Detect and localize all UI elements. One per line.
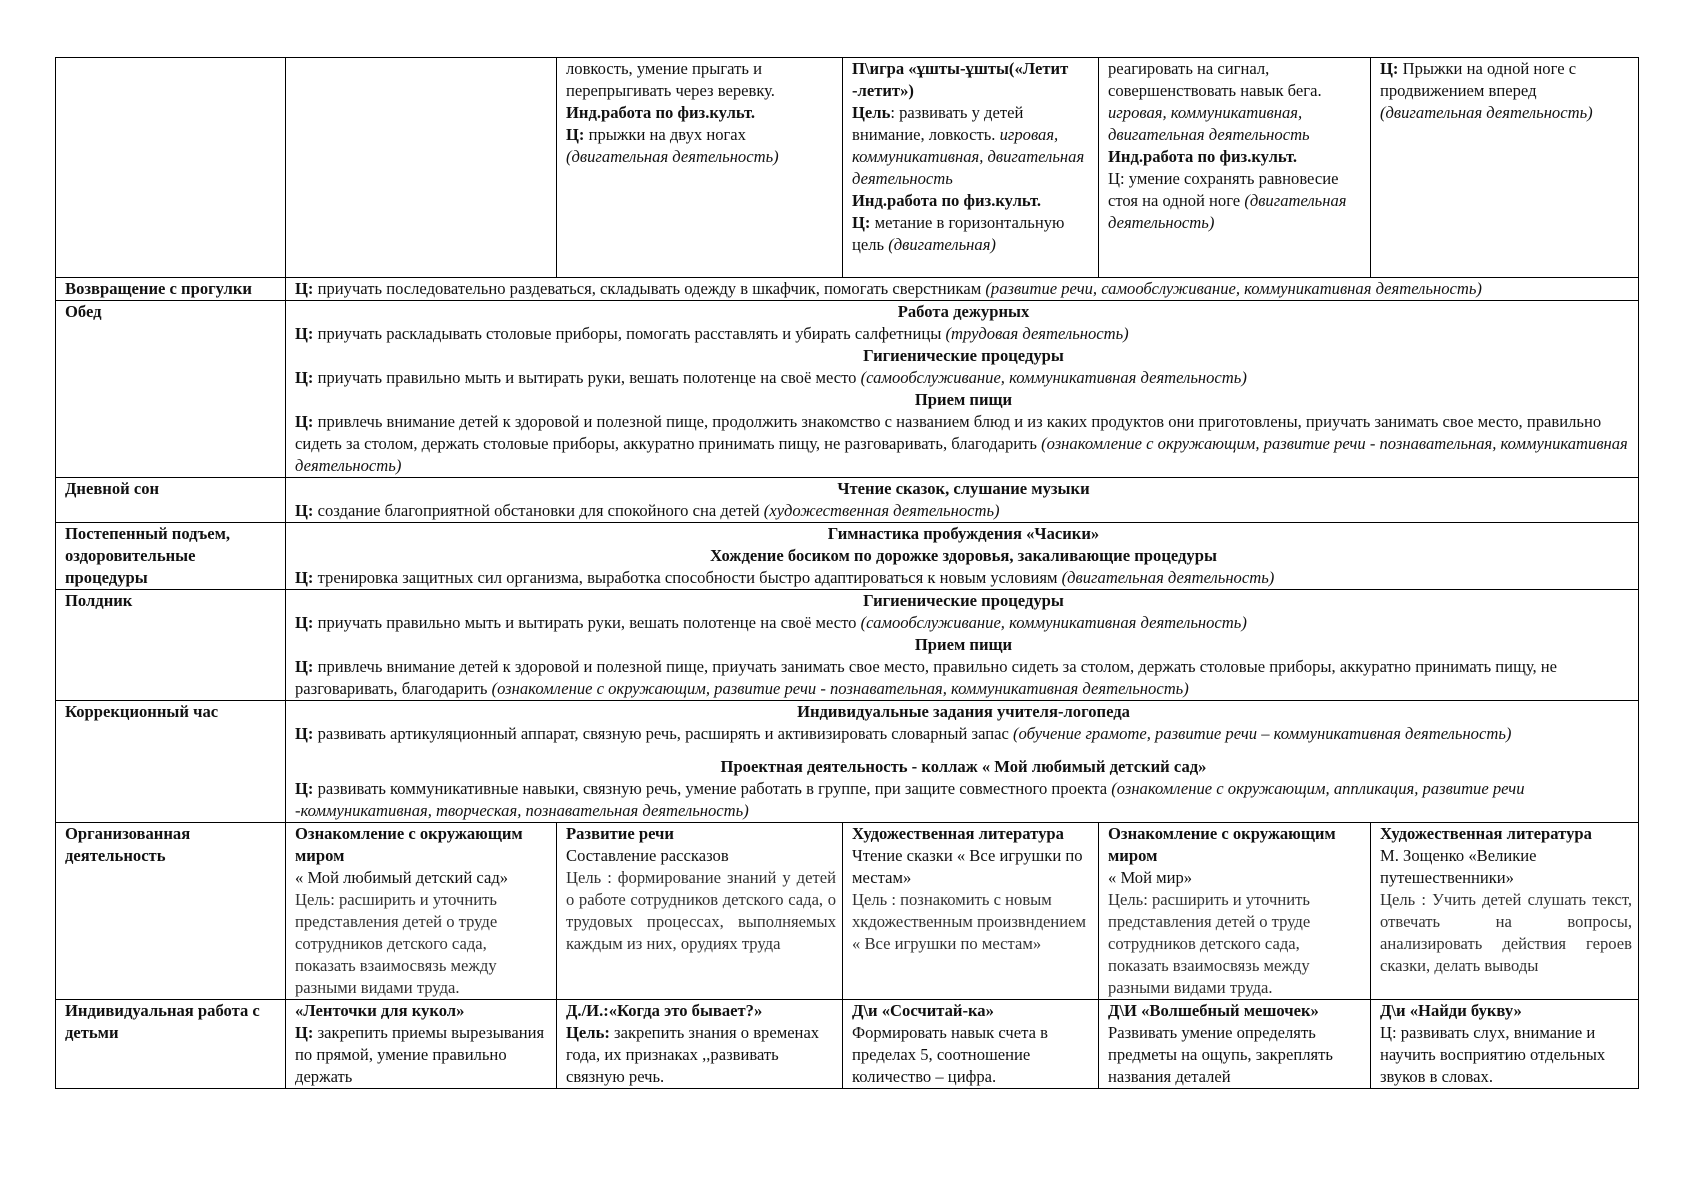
organized-cell-5: Художественная литература М. Зощенко «Великие путешественники» Цель : Учить детей слушать текст, отвечать на вопросы, анализировать действия героев сказки, делать выводы <box>1371 823 1639 1000</box>
lunch-content: Работа дежурных Ц: приучать раскладывать столовые приборы, помогать расставлять и убирать салфетницы (трудовая деятельность) Гигиенические процедуры Ц: приучать правильно мыть и вытирать руки, вешать полотенце на своё место (самообслуживание, коммуникативная деятельность) Прием пищи Ц: привлечь внимание детей к здоровой и полезной пище, продолжить знакомство с названием блюд и из каких продуктов они приготовлены, приучать занимать свое место, правильно сидеть за столом, держать столовые приборы, аккуратно принимать пищу, не разговаривать, благодарить (ознакомление с окружающим, развитие речи - познавательная, коммуникативная деятельность) <box>286 301 1639 478</box>
individual-cell-5: Д\и «Найди букву» Ц: развивать слух, внимание и научить восприятию отдельных звуков в словах. <box>1371 1000 1639 1089</box>
empty-cell <box>286 58 557 278</box>
daily-plan-table <box>55 57 1639 1089</box>
walk-cell-4: П\игра «ұшты-ұшты(«Летит -летит») Цель: развивать у детей внимание, ловкость. игровая, коммуникативная, двигательная деятельность Инд.работа по физ.культ. Ц: метание в горизонтальную цель (двигательная) <box>843 58 1099 278</box>
organized-cell-3: Художественная литература Чтение сказки « Все игрушки по местам» Цель : познакомить с новым хкдожественным произвндением « Все игрушки по местам» <box>843 823 1099 1000</box>
row-label: Индивидуальная работа с детьми <box>56 1000 286 1089</box>
row-label: Обед <box>56 301 286 478</box>
section-heading: Индивидуальные задания учителя-логопеда <box>797 702 1130 721</box>
nap-row <box>56 478 1639 523</box>
individual-cell-2: Д./И.:«Когда это бывает?» Цель: закрепить знания о временах года, их признаках ,,развивать связную речь. <box>557 1000 843 1089</box>
organized-cell-1: Ознакомление с окружающим миром « Мой любимый детский сад» Цель: расширить и уточнить представления детей о труде сотрудников детского сада, показать взаимосвязь между разными видами труда. <box>286 823 557 1000</box>
row-label: Возвращение с прогулки <box>56 278 286 301</box>
section-heading: Гигиенические процедуры <box>863 591 1064 610</box>
individual-cell-1: «Ленточки для кукол» Ц: закрепить приемы вырезывания по прямой, умение правильно держать <box>286 1000 557 1089</box>
wakeup-content: Гимнастика пробуждения «Часики» Хождение босиком по дорожке здоровья, закаливающие процедуры Ц: тренировка защитных сил организма, выработка способности быстро адаптироваться к новым условиям (двигательная деятельность) <box>286 523 1639 590</box>
section-heading: Чтение сказок, слушание музыки <box>837 479 1090 498</box>
row-label: Полдник <box>56 590 286 701</box>
section-heading: Прием пищи <box>914 390 1013 409</box>
nap-content: Чтение сказок, слушание музыки Ц: создание благоприятной обстановки для спокойного сна детей (художественная деятельность) <box>286 478 1639 523</box>
organized-cell-4: Ознакомление с окружающим миром « Мой мир» Цель: расширить и уточнить представления детей о труде сотрудников детского сада, показать взаимосвязь между разными видами труда. <box>1099 823 1371 1000</box>
return-walk-content: Ц: приучать последовательно раздеваться, складывать одежду в шкафчик, помогать сверстникам (развитие речи, самообслуживание, коммуникативная деятельность) <box>286 278 1639 301</box>
organized-cell-2: Развитие речи Составление рассказов Цель : формирование знаний у детей о работе сотрудников детского сада, о трудовых процессах, выполняемых каждым из них, орудиях труда <box>557 823 843 1000</box>
row-label: Постепенный подъем, оздоровительные процедуры <box>56 523 286 590</box>
organized-row <box>56 823 1639 1000</box>
walk-cell-5: реагировать на сигнал, совершенствовать навык бега. игровая, коммуникативная, двигательная деятельность Инд.работа по физ.культ. Ц: умение сохранять равновесие стоя на одной ноге (двигательная деятельность) <box>1099 58 1371 278</box>
correction-row <box>56 701 1639 823</box>
individual-cell-4: Д\И «Волшебный мешочек» Развивать умение определять предметы на ощупь, закреплять названия деталей <box>1099 1000 1371 1089</box>
individual-cell-3: Д\и «Сосчитай-ка» Формировать навык счета в пределах 5, соотношение количество – цифра. <box>843 1000 1099 1089</box>
snack-row <box>56 590 1639 701</box>
walk-cell-3: ловкость, умение прыгать и перепрыгивать через веревку. Инд.работа по физ.культ. Ц: прыжки на двух ногах (двигательная деятельность) <box>557 58 843 278</box>
individual-row <box>56 1000 1639 1089</box>
walk-cell-6: Ц: Прыжки на одной ноге с продвижением вперед (двигательная деятельность) <box>1371 58 1639 278</box>
row-label: Коррекционный час <box>56 701 286 823</box>
section-heading: Работа дежурных <box>897 302 1030 321</box>
snack-content: Гигиенические процедуры Ц: приучать правильно мыть и вытирать руки, вешать полотенце на своё место (самообслуживание, коммуникативная деятельность) Прием пищи Ц: привлечь внимание детей к здоровой и полезной пище, приучать занимать свое место, правильно сидеть за столом, держать столовые приборы, аккуратно принимать пищу, не разговаривать, благодарить (ознакомление с окружающим, развитие речи - познавательная, коммуникативная деятельность) <box>286 590 1639 701</box>
section-heading: Гимнастика пробуждения «Часики» <box>827 524 1100 543</box>
walk-continuation-row <box>56 58 1639 278</box>
section-heading: Гигиенические процедуры <box>863 346 1064 365</box>
section-heading: Хождение босиком по дорожке здоровья, закаливающие процедуры <box>710 546 1217 565</box>
empty-label-cell <box>56 58 286 278</box>
row-label: Дневной сон <box>56 478 286 523</box>
row-label: Организованная деятельность <box>56 823 286 1000</box>
correction-content: Индивидуальные задания учителя-логопеда Ц: развивать артикуляционный аппарат, связную речь, расширять и активизировать словарный запас (обучение грамоте, развитие речи – коммуникативная деятельность) Проектная деятельность - коллаж « Мой любимый детский сад» Ц: развивать коммуникативные навыки, связную речь, умение работать в группе, при защите совместного проекта (ознакомление с окружающим, аппликация, развитие речи -коммуникативная, творческая, познавательная деятельность) <box>286 701 1639 823</box>
section-heading: Проектная деятельность - коллаж « Мой любимый детский сад» <box>720 757 1207 776</box>
plan-document <box>55 57 1638 1089</box>
section-heading: Прием пищи <box>914 635 1013 654</box>
wakeup-row <box>56 523 1639 590</box>
lunch-row <box>56 301 1639 478</box>
return-walk-row <box>56 278 1639 301</box>
